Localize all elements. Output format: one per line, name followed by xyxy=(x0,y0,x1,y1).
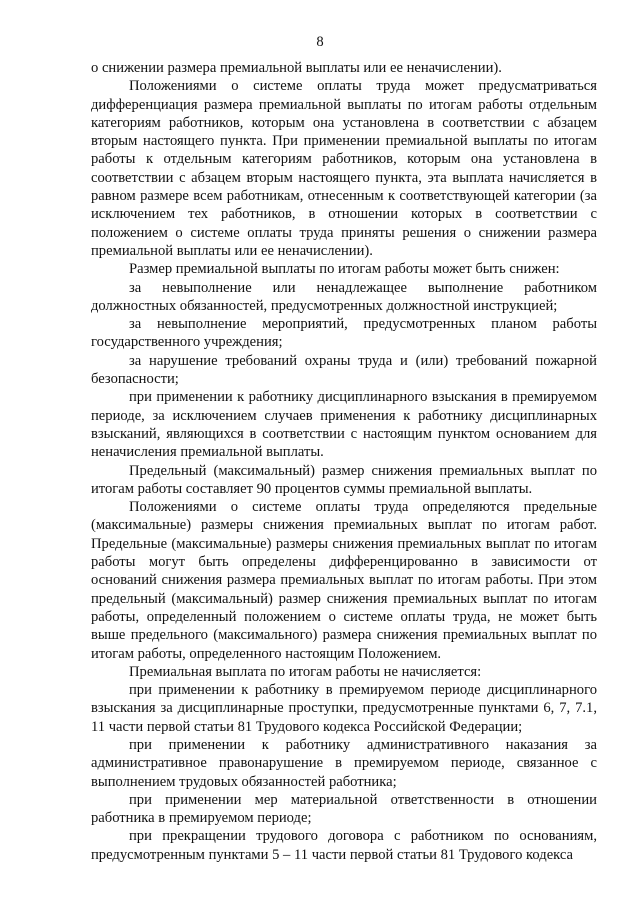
paragraph-max-reduction: Предельный (максимальный) размер снижения премиальных выплат по итогам работы составляет 90 процентов суммы премиальной выплаты. xyxy=(91,462,597,497)
paragraph-differentiation: Положениями о системе оплаты труда может предусматриваться дифференциация размера премиальной выплаты по итогам работы отдельным категориям работников, которым она установлена в соответствии с абзацем вторым настоящего пункта. При применении премиальной выплаты по итогам работы к отдельным категориям работников, которым она установлена в соответствии с абзацем вторым настоящего пункта, эта выплата начисляется в равном размере всем работникам, отнесенным к соответствующей категории (за исключением тех работников, в отношении которых в соответствии с положением о системе оплаты труда приняты решения о снижении размера премиальной выплаты или ее неначислении). xyxy=(91,78,597,259)
paragraph-not-accrued-administrative: при применении к работнику административного наказания за административное правонарушение в премируемом периоде, связанное с выполнением трудовых обязанностей работника; xyxy=(91,736,597,790)
paragraph-continuation: о снижении размера премиальной выплаты или ее неначислении). xyxy=(91,60,502,76)
paragraph-not-accrued-discipline: при применении к работнику в премируемом периоде дисциплинарного взыскания за дисциплинарные проступки, предусмотренные пунктами 6, 7, 7.1, 11 части первой статьи 81 Трудового кодекса Российской Федерации; xyxy=(91,682,597,735)
paragraph-not-accrued-intro: Премиальная выплата по итогам работы не начисляется: xyxy=(129,663,482,680)
paragraph-reduction-discipline: при применении к работнику дисциплинарного взыскания в премируемом периоде, за исключением случаев применения к работнику дисциплинарных взысканий, являющихся в соответствии с настоящим пунктом основанием для неначисления премиальной выплаты. xyxy=(91,389,597,461)
document-body xyxy=(91,59,597,864)
paragraph-not-accrued-material: при применении мер материальной ответственности в отношении работника в премируемом периоде; xyxy=(91,791,597,827)
paragraph-reduction-plan: за невыполнение мероприятий, предусмотренных планом работы государственного учреждения; xyxy=(91,316,597,351)
paragraph-reduction-safety: за нарушение требований охраны труда и (или) требований пожарной безопасности; xyxy=(91,352,597,388)
paragraph-limits: Положениями о системе оплаты труда определяются предельные (максимальные) размеры снижения премиальных выплат по итогам работ. Предельные (максимальные) размеры снижения премиальных выплат по итогам работы могут быть определены дифференцированно в зависимости от оснований снижения размера премиальных выплат по итогам работы. При этом предельный (максимальный) размер снижения премиальных выплат по итогам работы, определенный положением о системе оплаты труда, не может быть выше предельного (максимального) размера снижения премиальных выплат по итогам работы, определенного настоящим Положением. xyxy=(91,499,597,662)
paragraph-reduction-intro: Размер премиальной выплаты по итогам работы может быть снижен: xyxy=(129,261,560,278)
paragraph-not-accrued-termination: при прекращении трудового договора с работником по основаниям, предусмотренным пунктами 5 – 11 части первой статьи 81 Трудового кодекса xyxy=(91,828,597,863)
page-number: 8 xyxy=(316,34,324,50)
paragraph-reduction-duties: за невыполнение или ненадлежащее выполнение работником должностных обязанностей, предусмотренных должностной инструкцией; xyxy=(91,279,597,314)
